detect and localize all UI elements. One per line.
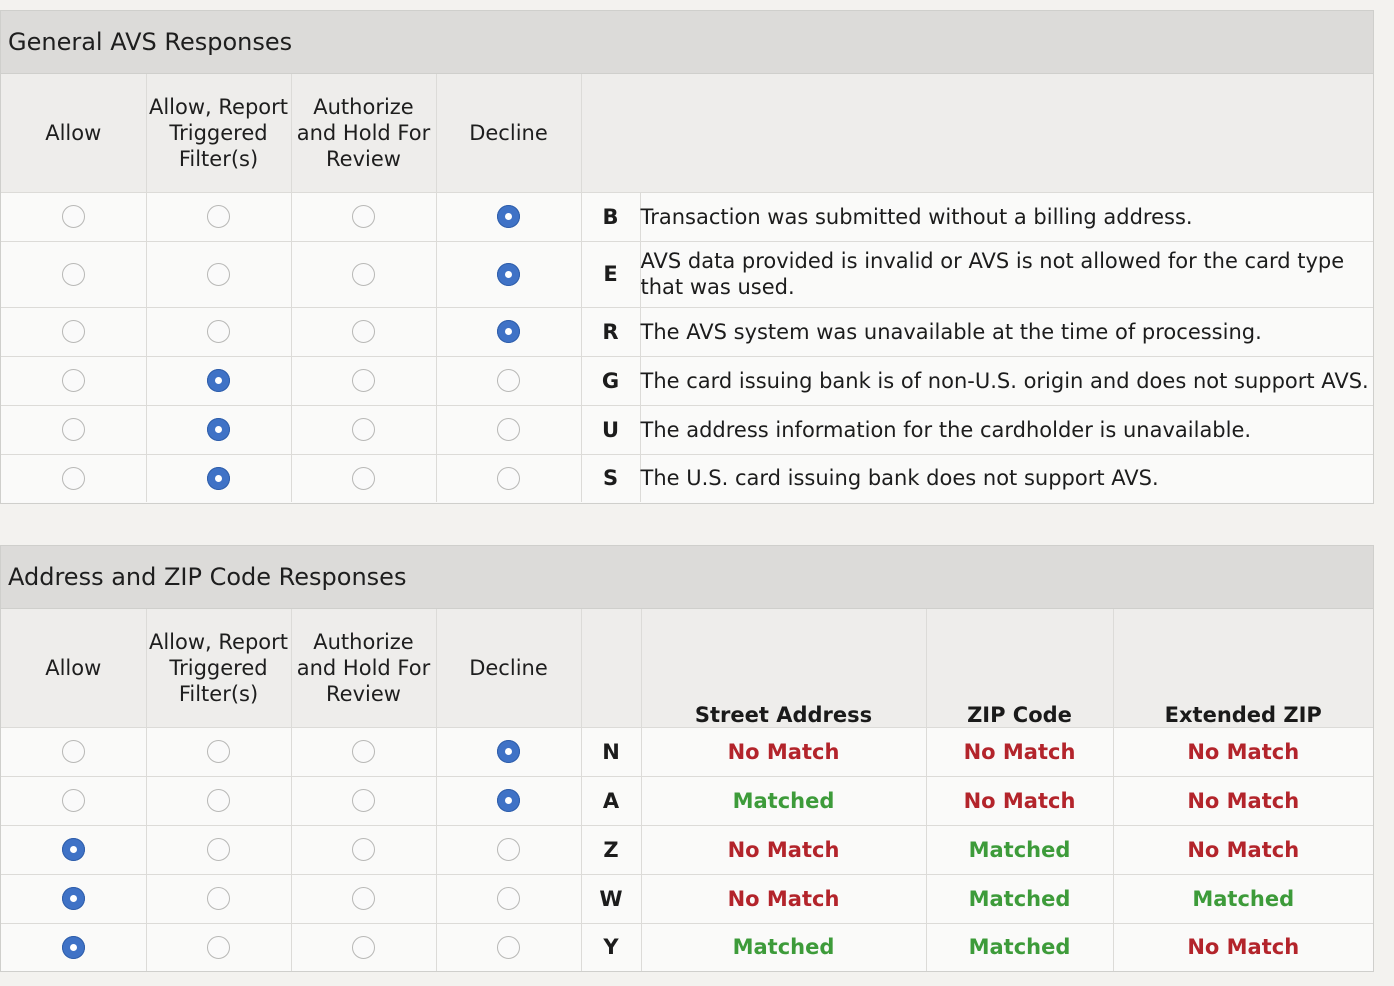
- allow-report-radio[interactable]: [207, 205, 230, 228]
- decline-radio[interactable]: [497, 838, 520, 861]
- allow-cell: [1, 241, 146, 307]
- avs-description: The card issuing bank is of non-U.S. origin and does not support AVS.: [640, 356, 1373, 405]
- general-avs-rows: [1, 192, 1373, 502]
- avs-description: The AVS system was unavailable at the time of processing.: [640, 307, 1373, 356]
- zip-col-header-code: [581, 609, 641, 727]
- col-header-allow: Allow: [1, 74, 146, 192]
- decline-radio[interactable]: [497, 740, 520, 763]
- general-avs-panel: [0, 10, 1374, 504]
- allow-report-cell: [146, 405, 291, 454]
- allow-cell: [1, 776, 146, 825]
- authorize-hold-radio[interactable]: [352, 369, 375, 392]
- authorize-hold-radio[interactable]: [352, 740, 375, 763]
- address-zip-title: Address and ZIP Code Responses: [1, 546, 1373, 609]
- zip-code-status: Matched: [926, 923, 1113, 971]
- decline-cell: [436, 307, 581, 356]
- allow-radio[interactable]: [62, 789, 85, 812]
- avs-code: N: [581, 727, 641, 776]
- authorize-hold-radio[interactable]: [352, 887, 375, 910]
- address-zip-row: [1, 874, 1373, 923]
- avs-code: Y: [581, 923, 641, 971]
- authorize-hold-radio[interactable]: [352, 467, 375, 490]
- street-address-status: No Match: [641, 825, 926, 874]
- allow-report-cell: [146, 192, 291, 241]
- avs-code: A: [581, 776, 641, 825]
- allow-report-radio[interactable]: [207, 263, 230, 286]
- col-header-decline: Decline: [436, 74, 581, 192]
- avs-description: The address information for the cardholder is unavailable.: [640, 405, 1373, 454]
- allow-cell: [1, 307, 146, 356]
- decline-radio[interactable]: [497, 887, 520, 910]
- allow-report-cell: [146, 923, 291, 971]
- general-avs-table: [1, 74, 1373, 502]
- allow-radio[interactable]: [62, 887, 85, 910]
- decline-cell: [436, 241, 581, 307]
- decline-radio[interactable]: [497, 320, 520, 343]
- authorize-hold-cell: [291, 825, 436, 874]
- avs-code: W: [581, 874, 641, 923]
- address-zip-panel: [0, 545, 1374, 972]
- zip-col-header-authorize-hold: Authorize and Hold For Review: [291, 609, 436, 727]
- allow-cell: [1, 356, 146, 405]
- decline-cell: [436, 923, 581, 971]
- zip-code-status: No Match: [926, 776, 1113, 825]
- allow-report-cell: [146, 776, 291, 825]
- avs-code: G: [581, 356, 640, 405]
- allow-report-cell: [146, 825, 291, 874]
- address-zip-rows: [1, 727, 1373, 971]
- address-zip-row: [1, 923, 1373, 971]
- allow-report-cell: [146, 356, 291, 405]
- decline-cell: [436, 356, 581, 405]
- zip-code-status: Matched: [926, 874, 1113, 923]
- authorize-hold-cell: [291, 923, 436, 971]
- general-avs-row: [1, 405, 1373, 454]
- allow-report-cell: [146, 241, 291, 307]
- street-address-status: No Match: [641, 727, 926, 776]
- decline-radio[interactable]: [497, 418, 520, 441]
- allow-radio[interactable]: [62, 205, 85, 228]
- allow-report-cell: [146, 307, 291, 356]
- general-avs-row: [1, 192, 1373, 241]
- general-avs-row: [1, 307, 1373, 356]
- general-avs-row: [1, 241, 1373, 307]
- street-address-status: No Match: [641, 874, 926, 923]
- allow-cell: [1, 405, 146, 454]
- decline-cell: [436, 825, 581, 874]
- allow-report-cell: [146, 727, 291, 776]
- decline-radio[interactable]: [497, 789, 520, 812]
- street-address-status: Matched: [641, 776, 926, 825]
- general-avs-row: [1, 356, 1373, 405]
- authorize-hold-radio[interactable]: [352, 205, 375, 228]
- allow-cell: [1, 727, 146, 776]
- authorize-hold-radio[interactable]: [352, 320, 375, 343]
- authorize-hold-cell: [291, 307, 436, 356]
- allow-report-radio[interactable]: [207, 740, 230, 763]
- general-avs-title: General AVS Responses: [1, 11, 1373, 74]
- allow-radio[interactable]: [62, 467, 85, 490]
- extended-zip-status: No Match: [1113, 923, 1373, 971]
- zip-col-header-zip: ZIP Code: [926, 609, 1113, 727]
- avs-code: E: [581, 241, 640, 307]
- allow-radio[interactable]: [62, 936, 85, 959]
- avs-description: AVS data provided is invalid or AVS is not allowed for the card type that was used.: [640, 241, 1373, 307]
- allow-report-radio[interactable]: [207, 936, 230, 959]
- allow-cell: [1, 923, 146, 971]
- authorize-hold-radio[interactable]: [352, 838, 375, 861]
- avs-code: U: [581, 405, 640, 454]
- address-zip-row: [1, 825, 1373, 874]
- allow-radio[interactable]: [62, 418, 85, 441]
- zip-col-header-ext-zip: Extended ZIP: [1113, 609, 1373, 727]
- zip-col-header-street: Street Address: [641, 609, 926, 727]
- extended-zip-status: No Match: [1113, 776, 1373, 825]
- address-zip-row: [1, 727, 1373, 776]
- avs-description: The U.S. card issuing bank does not support AVS.: [640, 454, 1373, 502]
- zip-code-status: Matched: [926, 825, 1113, 874]
- allow-cell: [1, 192, 146, 241]
- allow-report-cell: [146, 874, 291, 923]
- allow-radio[interactable]: [62, 369, 85, 392]
- allow-report-radio[interactable]: [207, 467, 230, 490]
- allow-report-radio[interactable]: [207, 887, 230, 910]
- decline-radio[interactable]: [497, 205, 520, 228]
- avs-code: B: [581, 192, 640, 241]
- allow-report-radio[interactable]: [207, 838, 230, 861]
- allow-radio[interactable]: [62, 320, 85, 343]
- avs-code: R: [581, 307, 640, 356]
- col-header-description: [581, 74, 1373, 192]
- decline-cell: [436, 727, 581, 776]
- authorize-hold-cell: [291, 241, 436, 307]
- zip-col-header-allow-report: Allow, Report Triggered Filter(s): [146, 609, 291, 727]
- authorize-hold-radio[interactable]: [352, 936, 375, 959]
- allow-report-radio[interactable]: [207, 418, 230, 441]
- avs-code: S: [581, 454, 640, 502]
- address-zip-row: [1, 776, 1373, 825]
- allow-report-radio[interactable]: [207, 369, 230, 392]
- extended-zip-status: No Match: [1113, 825, 1373, 874]
- zip-col-header-allow: Allow: [1, 609, 146, 727]
- allow-radio[interactable]: [62, 263, 85, 286]
- authorize-hold-cell: [291, 454, 436, 502]
- allow-radio[interactable]: [62, 740, 85, 763]
- authorize-hold-radio[interactable]: [352, 263, 375, 286]
- allow-radio[interactable]: [62, 838, 85, 861]
- allow-cell: [1, 454, 146, 502]
- col-header-allow-report: Allow, Report Triggered Filter(s): [146, 74, 291, 192]
- authorize-hold-radio[interactable]: [352, 789, 375, 812]
- zip-col-header-decline: Decline: [436, 609, 581, 727]
- extended-zip-status: No Match: [1113, 727, 1373, 776]
- extended-zip-status: Matched: [1113, 874, 1373, 923]
- decline-radio[interactable]: [497, 467, 520, 490]
- decline-radio[interactable]: [497, 936, 520, 959]
- allow-cell: [1, 825, 146, 874]
- authorize-hold-radio[interactable]: [352, 418, 375, 441]
- decline-radio[interactable]: [497, 369, 520, 392]
- street-address-status: Matched: [641, 923, 926, 971]
- decline-cell: [436, 874, 581, 923]
- decline-cell: [436, 192, 581, 241]
- allow-report-radio[interactable]: [207, 320, 230, 343]
- avs-description: Transaction was submitted without a billing address.: [640, 192, 1373, 241]
- authorize-hold-cell: [291, 727, 436, 776]
- decline-radio[interactable]: [497, 263, 520, 286]
- authorize-hold-cell: [291, 192, 436, 241]
- authorize-hold-cell: [291, 776, 436, 825]
- authorize-hold-cell: [291, 874, 436, 923]
- allow-report-radio[interactable]: [207, 789, 230, 812]
- avs-code: Z: [581, 825, 641, 874]
- decline-cell: [436, 454, 581, 502]
- col-header-authorize-hold: Authorize and Hold For Review: [291, 74, 436, 192]
- authorize-hold-cell: [291, 356, 436, 405]
- allow-report-cell: [146, 454, 291, 502]
- allow-cell: [1, 874, 146, 923]
- general-avs-row: [1, 454, 1373, 502]
- authorize-hold-cell: [291, 405, 436, 454]
- address-zip-table: [1, 609, 1373, 971]
- decline-cell: [436, 776, 581, 825]
- zip-code-status: No Match: [926, 727, 1113, 776]
- decline-cell: [436, 405, 581, 454]
